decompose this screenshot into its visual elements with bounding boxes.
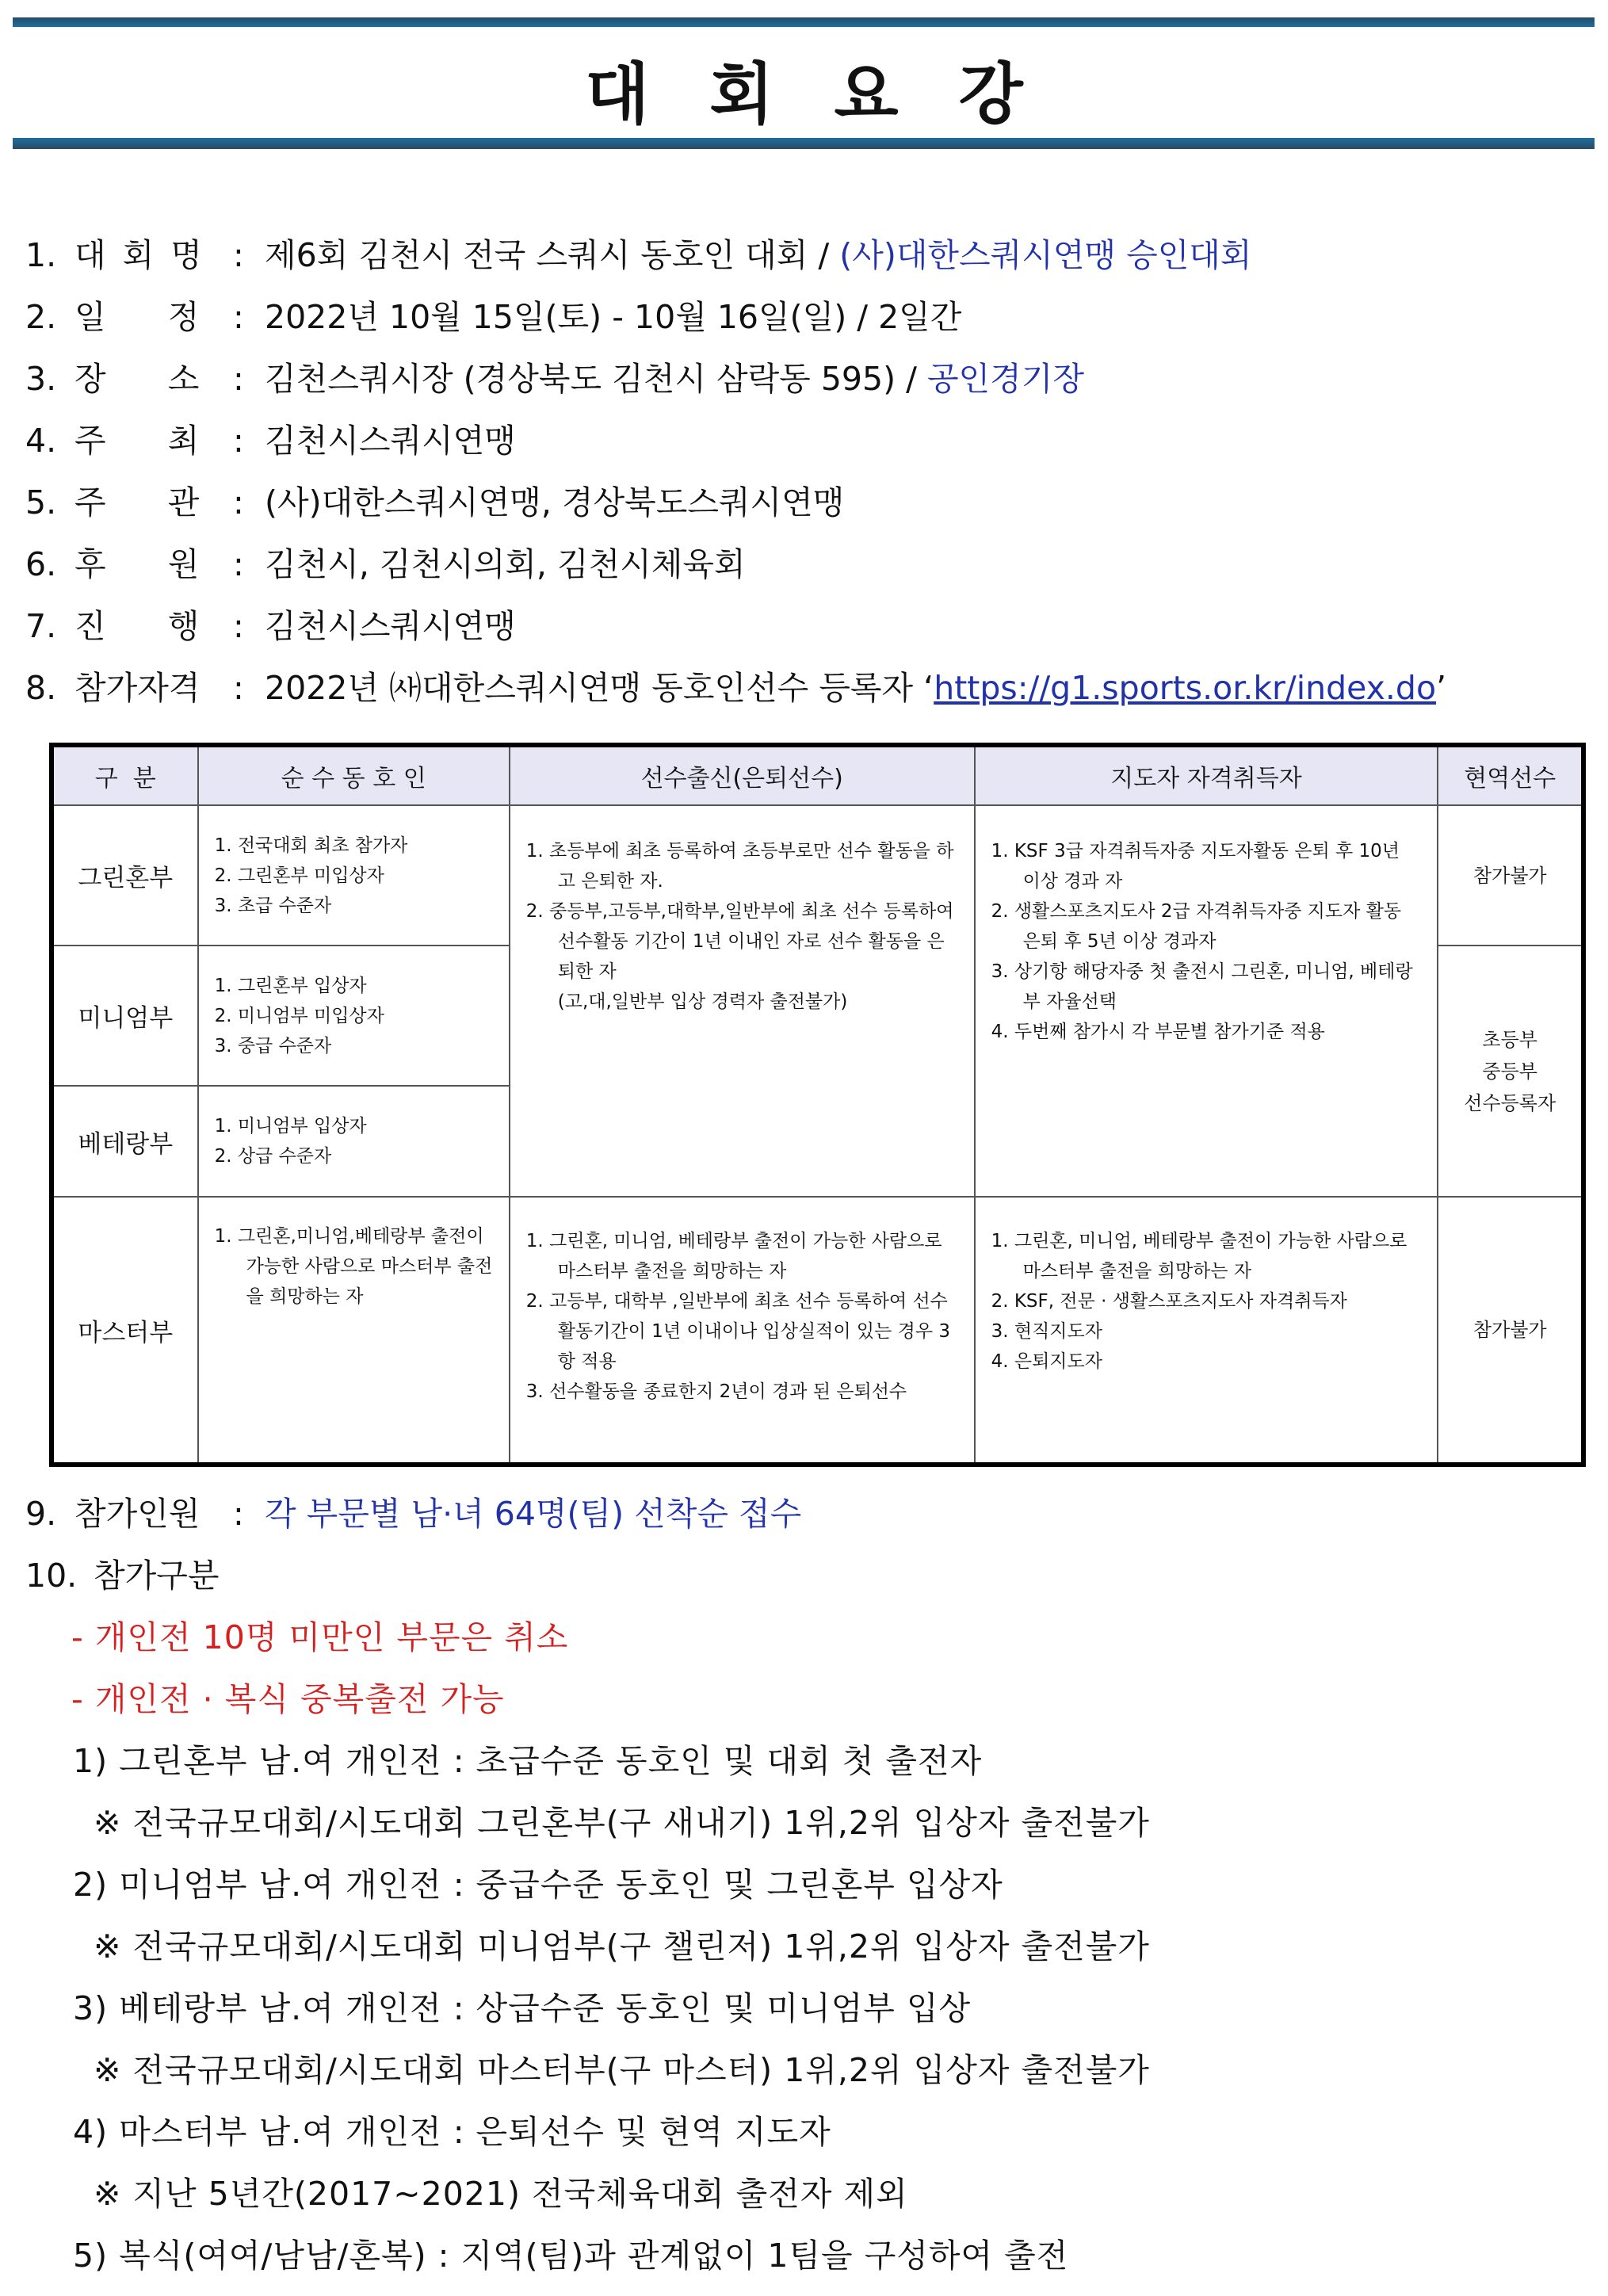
item-label: 참가자격 <box>74 669 201 707</box>
division-line: 3) 베테랑부 남.여 개인전 : 상급수준 동호인 및 미니엄부 입상 <box>73 1989 972 2027</box>
criteria-item: 3. 초급 수준자 <box>214 895 332 916</box>
criteria-item: 중등부 <box>1482 1060 1537 1083</box>
info-item-categories <box>25 1552 219 1599</box>
info-item-host: 4. 주 최 : 김천시스쿼시연맹 <box>25 417 516 464</box>
info-item-organizer: 5. 주 관 : (사)대한스쿼시연맹, 경상북도스쿼시연맹 <box>25 479 844 526</box>
division-veteran: 베테랑부 <box>52 1086 198 1197</box>
division-note: ※ 전국규모대회/시도대회 그린혼부(구 새내기) 1위,2위 입상자 출전불가 <box>94 1804 1150 1842</box>
criteria-item: 1. 그린혼부 입상자 <box>214 975 367 996</box>
master-pure-criteria <box>198 1197 510 1465</box>
title-char: 강 <box>958 55 1023 133</box>
division-mini: 미니엄부 <box>52 946 198 1086</box>
coach-shared-criteria <box>975 805 1438 1197</box>
info-item-name: 1. 대 회 명 : 제6회 김천시 전국 스쿼시 동호인 대회 / (사)대한스쿼시연맹 승인대회 <box>25 231 1252 279</box>
criteria-item: 3. 중급 수준자 <box>214 1035 332 1056</box>
criteria-item: 2. 고등부, 대학부 ,일반부에 최초 선수 등록하여 선수활동기간이 1년 이내이나 입상실적이 있는 경우 3항 적용 <box>525 1291 951 1372</box>
header-pure-amateur: 순 수 동 호 인 <box>198 745 510 805</box>
criteria-item: 2. KSF, 전문 · 생활스포츠지도사 자격취득자 <box>991 1291 1347 1312</box>
registration-link[interactable]: https://g1.sports.or.kr/index.do <box>934 669 1437 707</box>
division-line: 1) 그린혼부 남.여 개인전 : 초급수준 동호인 및 대회 첫 출전자 <box>73 1742 983 1780</box>
item-number: 5. <box>25 483 57 521</box>
active-shared-criteria <box>1438 946 1583 1197</box>
item-label: 진 행 <box>74 607 200 645</box>
criteria-note: (고,대,일반부 입상 경력자 출전불가) <box>557 991 848 1012</box>
item-number: 10. <box>25 1557 78 1595</box>
criteria-item: 3. 상기항 해당자중 첫 출전시 그린혼, 미니엄, 베테랑부 자율선택 <box>991 961 1413 1012</box>
item-label: 주 관 <box>74 483 200 521</box>
criteria-item: 2. 중등부,고등부,대학부,일반부에 최초 선수 등록하여 선수활동 기간이 1년 이내인 자로 선수 활동을 은퇴한 자 <box>525 901 954 982</box>
division-note: ※ 전국규모대회/시도대회 미니엄부(구 챌린저) 1위,2위 입상자 출전불가 <box>94 1927 1150 1966</box>
criteria-item: 1. 그린혼, 미니엄, 베테랑부 출전이 가능한 사람으로 마스터부 출전을 희망하는 자 <box>991 1231 1407 1282</box>
item-label: 참가인원 <box>74 1495 201 1533</box>
item-value: 김천시, 김천시의회, 김천시체육회 <box>265 545 746 583</box>
item-value: 각 부문별 남·녀 64명(팀) 선착순 접수 <box>265 1495 802 1533</box>
item-value: 2022년 10월 15일(토) - 10월 16일(일) / 2일간 <box>265 298 962 336</box>
eligibility-table <box>49 743 1586 1467</box>
division-master: 마스터부 <box>52 1197 198 1465</box>
note-cancel: - 개인전 10명 미만인 부문은 취소 <box>71 1618 569 1656</box>
criteria-item: 2. 그린혼부 미입상자 <box>214 865 384 886</box>
green-pure-criteria <box>198 805 510 946</box>
header-division: 구 분 <box>52 745 198 805</box>
info-item-operation: 7. 진 행 : 김천시스쿼시연맹 <box>25 602 516 650</box>
criteria-item: 3. 선수활동을 종료한지 2년이 경과 된 은퇴선수 <box>525 1381 907 1402</box>
division-note: ※ 지난 5년간(2017~2021) 전국체육대회 출전자 제외 <box>94 2175 908 2213</box>
criteria-item: 2. 미니엄부 미입상자 <box>214 1005 384 1026</box>
info-item-sponsor: 6. 후 원 : 김천시, 김천시의회, 김천시체육회 <box>25 541 746 588</box>
header-rule-bottom <box>13 138 1595 149</box>
criteria-item: 1. 그린혼, 미니엄, 베테랑부 출전이 가능한 사람으로 마스터부 출전을 희망하는 자 <box>525 1231 942 1282</box>
item-value: (사)대한스쿼시연맹, 경상북도스쿼시연맹 <box>265 483 845 521</box>
item-value: 김천시스쿼시연맹 <box>265 607 516 645</box>
item-value: 2022년 ㈔대한스쿼시연맹 동호인선수 등록자 ‘ <box>265 669 934 707</box>
master-coach-criteria <box>975 1197 1438 1465</box>
item-number: 2. <box>25 298 57 336</box>
item-number: 3. <box>25 360 57 398</box>
item-value: 김천시스쿼시연맹 <box>265 422 516 460</box>
item-value: 김천스쿼시장 (경상북도 김천시 삼락동 595) / <box>265 360 927 398</box>
table-header-row <box>52 745 1583 805</box>
item-number: 4. <box>25 422 57 460</box>
info-item-venue: 3. 장 소 : 김천스쿼시장 (경상북도 김천시 삼락동 595) / 공인경기장 <box>25 355 1084 403</box>
item-label: 일 정 <box>74 298 200 336</box>
item-label: 주 최 <box>74 422 200 460</box>
criteria-item: 2. 생활스포츠지도사 2급 자격취득자중 지도자 활동 은퇴 후 5년 이상 경과자 <box>991 901 1402 952</box>
division-line: 2) 미니엄부 남.여 개인전 : 중급수준 동호인 및 그린혼부 입상자 <box>73 1866 1003 1904</box>
master-retired-criteria <box>510 1197 975 1465</box>
criteria-item: 4. 두번째 참가시 각 부문별 참가기준 적용 <box>991 1022 1325 1042</box>
item-highlight: 공인경기장 <box>926 360 1084 398</box>
page-title <box>0 41 1608 137</box>
item-label: 참가구분 <box>94 1557 220 1595</box>
master-active-status: 참가불가 <box>1438 1197 1583 1465</box>
criteria-item: 3. 현직지도자 <box>991 1321 1102 1342</box>
criteria-item: 4. 은퇴지도자 <box>991 1351 1102 1372</box>
header-coach: 지도자 자격취득자 <box>975 745 1438 805</box>
info-item-eligibility: 8. 참가자격 : 2022년 ㈔대한스쿼시연맹 동호인선수 등록자 ‘https://g1.sports.or.kr/index.do’ <box>25 664 1446 712</box>
header-rule-top <box>13 17 1595 27</box>
quote-mark: ’ <box>1436 669 1447 707</box>
info-item-date: 2. 일 정 : 2022년 10월 15일(토) - 10월 16일(일) / 2일간 <box>25 293 961 341</box>
mini-pure-criteria <box>198 946 510 1086</box>
item-label: 대 회 명 <box>74 236 202 274</box>
item-number: 9. <box>25 1495 57 1533</box>
division-line: 5) 복식(여여/남남/혼복) : 지역(팀)과 관계없이 1팀을 구성하여 출전 <box>73 2237 1069 2275</box>
note-duplicate-entry: - 개인전 · 복식 중복출전 가능 <box>71 1680 505 1718</box>
title-char: 대 <box>585 55 650 133</box>
header-retired-player: 선수출신(은퇴선수) <box>510 745 975 805</box>
criteria-item: 선수등록자 <box>1464 1091 1556 1114</box>
retired-shared-criteria <box>510 805 975 1197</box>
division-line: 4) 마스터부 남.여 개인전 : 은퇴선수 및 현역 지도자 <box>73 2113 831 2151</box>
item-highlight: (사)대한스쿼시연맹 승인대회 <box>839 236 1252 274</box>
item-label: 장 소 <box>74 360 200 398</box>
table-row <box>52 1197 1583 1465</box>
criteria-item: 1. KSF 3급 자격취득자중 지도자활동 은퇴 후 10년 이상 경과 자 <box>991 841 1400 892</box>
criteria-item: 1. 초등부에 최초 등록하여 초등부로만 선수 활동을 하고 은퇴한 자. <box>525 841 954 892</box>
table-row <box>52 805 1583 946</box>
info-item-capacity: 9. 참가인원 : 각 부문별 남·녀 64명(팀) 선착순 접수 <box>25 1490 801 1538</box>
criteria-item: 2. 상급 수준자 <box>214 1146 332 1167</box>
item-number: 1. <box>25 236 57 274</box>
veteran-pure-criteria <box>198 1086 510 1197</box>
division-note: ※ 전국규모대회/시도대회 마스터부(구 마스터) 1위,2위 입상자 출전불가 <box>94 2051 1150 2089</box>
item-number: 7. <box>25 607 57 645</box>
title-char: 회 <box>709 55 774 133</box>
item-number: 8. <box>25 669 57 707</box>
title-char: 요 <box>834 55 899 133</box>
criteria-item: 1. 미니엄부 입상자 <box>214 1116 367 1137</box>
criteria-item: 초등부 <box>1482 1028 1537 1051</box>
criteria-item: 1. 그린혼,미니엄,베테랑부 출전이 가능한 사람으로 마스터부 출전을 희망하는 자 <box>214 1226 493 1307</box>
green-active-status: 참가불가 <box>1438 805 1583 946</box>
item-label: 후 원 <box>74 545 200 583</box>
criteria-item: 1. 전국대회 최초 참가자 <box>214 835 408 856</box>
header-active-player: 현역선수 <box>1438 745 1583 805</box>
item-number: 6. <box>25 545 57 583</box>
item-value: 제6회 김천시 전국 스쿼시 동호인 대회 / <box>265 236 840 274</box>
division-green: 그린혼부 <box>52 805 198 946</box>
